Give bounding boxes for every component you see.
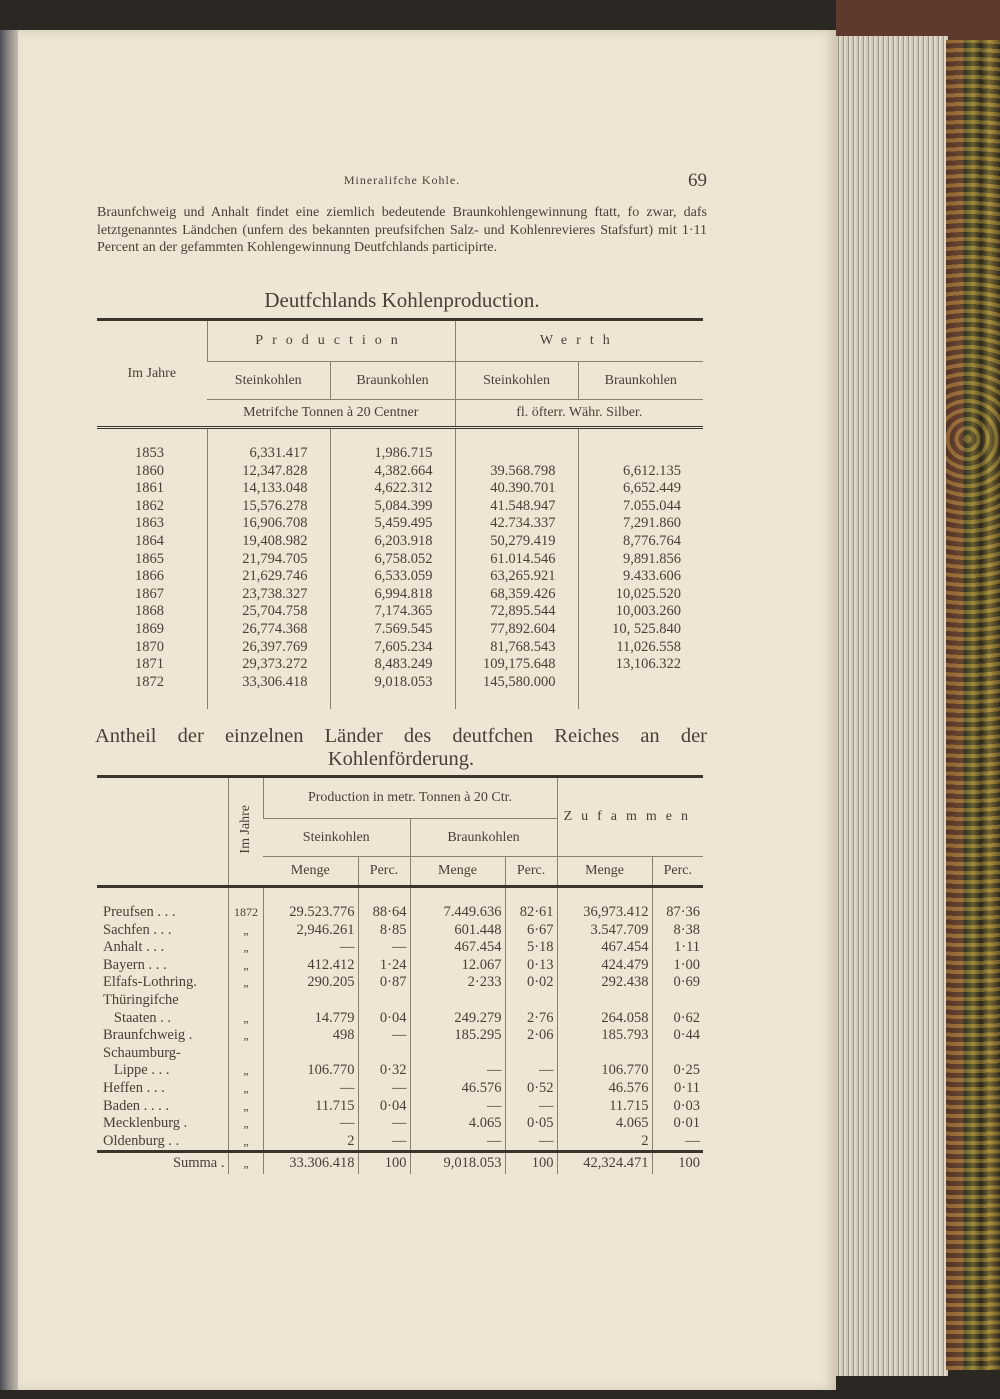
steinkohlen-menge-cell: 2,946.261 [263,922,358,940]
total-perc-cell: — [652,1133,703,1152]
sub-header: Steinkohlen [455,362,578,400]
year-cell: 1865 [135,550,164,567]
steinkohlen-werth-cell: 77,892.604 [455,621,578,639]
steinkohlen-menge-cell: 412.412 [263,957,358,975]
braunkohlen-production-cell: 1,986.715 [330,445,455,463]
braunkohlen-menge-cell: 7.449.636 [410,904,505,922]
total-menge-cell [557,992,652,1010]
table-row [97,1133,703,1152]
state-name-cell: Braunfchweig . [103,1027,193,1044]
total-menge-cell: 2 [557,1133,652,1152]
state-header-blank [97,777,228,887]
menge-header: Menge [410,857,505,887]
state-name-cell: Staaten . . [103,1009,172,1026]
unit-production: Metrifche Tonnen à 20 Centner [207,400,455,428]
braunkohlen-perc-total-cell: 100 [505,1152,557,1174]
steinkohlen-menge-cell: — [263,1080,358,1098]
zusammen-header: Zufammen [557,777,703,857]
braunkohlen-perc-cell: 0·13 [505,957,557,975]
werth-header: Werth [455,320,703,362]
braunkohlen-perc-cell: 0·52 [505,1080,557,1098]
braunkohlen-perc-cell: 0·05 [505,1115,557,1133]
braunkohlen-production-cell: 4,622.312 [330,480,455,498]
total-perc-cell: 8·38 [652,922,703,940]
state-name-cell: Thüringifche [103,992,179,1009]
book-cover-top [836,0,1000,40]
steinkohlen-perc-cell: 0·87 [358,974,410,992]
total-menge-cell: 264.058 [557,1010,652,1028]
body-paragraph: Braunfchweig und Anhalt findet eine ziemlich bedeutende Braunkohlengewinnung ftatt, fo zwar, dafs letztgenanntes Ländchen (unfern des bekannten preufsifchen Salz- und Kohlenrevieres Stafsfurt) mit 1·11 Percent an der gefammten Kohlengewinnung Deutfchlands participirte. [97,205,707,256]
state-name-cell: Heffen . . . [103,1080,165,1097]
year-cell: 1869 [135,621,164,638]
braunkohlen-werth-cell: 7.055.044 [578,498,703,516]
sub-header: Steinkohlen [263,819,410,857]
braunkohlen-menge-cell: 467.454 [410,939,505,957]
table-row [97,480,703,498]
year-cell: 1863 [135,515,164,532]
braunkohlen-production-cell: 6,203.918 [330,533,455,551]
year-cell: 1868 [135,603,164,620]
total-menge-cell: 106.770 [557,1062,652,1080]
total-menge-cell: 11.715 [557,1098,652,1116]
steinkohlen-menge-cell: — [263,1115,358,1133]
year-cell: 1871 [135,656,164,673]
steinkohlen-menge-cell: — [263,939,358,957]
braunkohlen-perc-cell: 2·76 [505,1010,557,1028]
total-menge-cell: 185.793 [557,1027,652,1045]
total-perc-cell: 0·69 [652,974,703,992]
braunkohlen-perc-cell: 5·18 [505,939,557,957]
table-row [97,1062,703,1080]
braunkohlen-perc-cell [505,1045,557,1063]
steinkohlen-production-cell: 23,738.327 [207,586,330,604]
total-menge-cell: 292.438 [557,974,652,992]
braunkohlen-werth-cell [578,674,703,692]
steinkohlen-production-cell: 29,373.272 [207,656,330,674]
perc-header: Perc. [652,857,703,887]
steinkohlen-perc-cell: 88·64 [358,904,410,922]
total-menge-cell: 36,973.412 [557,904,652,922]
steinkohlen-perc-total-cell: 100 [358,1152,410,1174]
total-menge-cell: 4.065 [557,1115,652,1133]
braunkohlen-production-cell: 7,605.234 [330,639,455,657]
table-row [97,922,703,940]
table-row [97,445,703,463]
steinkohlen-total-cell: 33.306.418 [263,1152,358,1174]
table-row [97,1115,703,1133]
steinkohlen-production-cell: 19,408.982 [207,533,330,551]
table-row [97,1152,703,1174]
total-perc-cell: 1·11 [652,939,703,957]
table-row [97,1027,703,1045]
year-cell: 1860 [135,462,164,479]
braunkohlen-perc-cell: 82·61 [505,904,557,922]
steinkohlen-perc-cell: 0·04 [358,1010,410,1028]
sub-header: Braunkohlen [330,362,455,400]
year-cell: 1872 [135,673,164,690]
steinkohlen-werth-cell: 39.568.798 [455,463,578,481]
table-row [97,551,703,569]
table-row [97,586,703,604]
braunkohlen-production-cell: 9,018.053 [330,674,455,692]
steinkohlen-perc-cell: — [358,1115,410,1133]
braunkohlen-menge-cell: 46.576 [410,1080,505,1098]
year-cell: 1864 [135,533,164,550]
state-share-table [97,775,703,1174]
table-row [97,603,703,621]
state-name-cell: Schaumburg- [103,1044,181,1061]
steinkohlen-perc-cell: 8·85 [358,922,410,940]
state-name-cell: Bayern . . . [103,956,167,973]
state-name-cell: Preufsen . . . [103,904,176,921]
steinkohlen-production-cell: 14,133.048 [207,480,330,498]
braunkohlen-perc-cell: 2·06 [505,1027,557,1045]
year-cell: „ [228,957,263,975]
table-row [97,498,703,516]
grand-total-cell: 42,324.471 [557,1152,652,1174]
table-row [97,533,703,551]
year-cell: 1867 [135,585,164,602]
steinkohlen-menge-cell: 14.779 [263,1010,358,1028]
state-name-cell: Anhalt . . . [103,939,165,956]
total-perc-cell [652,992,703,1010]
braunkohlen-menge-cell: 2·233 [410,974,505,992]
table-row [97,939,703,957]
perc-header: Perc. [358,857,410,887]
table-row [97,974,703,992]
steinkohlen-werth-cell: 42.734.337 [455,515,578,533]
year-cell: „ [228,974,263,992]
state-name-cell: Lippe . . . [103,1062,170,1079]
production-header: Production in metr. Tonnen à 20 Ctr. [263,777,557,819]
steinkohlen-production-cell: 16,906.708 [207,515,330,533]
table-row [97,904,703,922]
braunkohlen-werth-cell: 6,652.449 [578,480,703,498]
steinkohlen-production-cell: 12,347.828 [207,463,330,481]
table-row [97,674,703,692]
running-title: Mineralifche Kohle. [343,173,461,187]
table-row [97,1080,703,1098]
steinkohlen-production-cell: 26,397.769 [207,639,330,657]
total-menge-cell: 46.576 [557,1080,652,1098]
braunkohlen-werth-cell [578,445,703,463]
grand-perc-total-cell: 100 [652,1152,703,1174]
steinkohlen-production-cell: 26,774.368 [207,621,330,639]
steinkohlen-perc-cell: — [358,1133,410,1152]
braunkohlen-perc-cell: — [505,1098,557,1116]
steinkohlen-werth-cell: 50,279.419 [455,533,578,551]
steinkohlen-werth-cell: 40.390.701 [455,480,578,498]
braunkohlen-werth-cell: 10,003.260 [578,603,703,621]
total-perc-cell: 0·03 [652,1098,703,1116]
braunkohlen-production-cell: 7.569.545 [330,621,455,639]
braunkohlen-perc-cell [505,992,557,1010]
total-menge-cell: 3.547.709 [557,922,652,940]
braunkohlen-production-cell: 8,483.249 [330,656,455,674]
braunkohlen-production-cell: 6,994.818 [330,586,455,604]
steinkohlen-perc-cell: 0·04 [358,1098,410,1116]
table1-title: Deutfchlands Kohlenproduction. [264,288,540,312]
steinkohlen-production-cell: 15,576.278 [207,498,330,516]
total-perc-cell: 0·11 [652,1080,703,1098]
table-row [97,515,703,533]
braunkohlen-menge-cell: 4.065 [410,1115,505,1133]
steinkohlen-menge-cell [263,1045,358,1063]
steinkohlen-menge-cell: 11.715 [263,1098,358,1116]
braunkohlen-menge-cell: 12.067 [410,957,505,975]
total-perc-cell: 0·44 [652,1027,703,1045]
table2-title-line1: Antheil der einzelnen Länder des deutfchen Reiches an der [95,725,707,747]
braunkohlen-werth-cell: 9,891.856 [578,551,703,569]
table-row [97,1045,703,1063]
braunkohlen-werth-cell: 8,776.764 [578,533,703,551]
braunkohlen-production-cell: 6,533.059 [330,568,455,586]
year-cell: „ [228,1133,263,1152]
braunkohlen-werth-cell: 9.433.606 [578,568,703,586]
braunkohlen-werth-cell: 6,612.135 [578,463,703,481]
braunkohlen-perc-cell: — [505,1133,557,1152]
steinkohlen-menge-cell [263,992,358,1010]
steinkohlen-menge-cell: 2 [263,1133,358,1152]
steinkohlen-perc-cell: 1·24 [358,957,410,975]
year-cell: „ [228,1152,263,1174]
braunkohlen-perc-cell: 6·67 [505,922,557,940]
braunkohlen-werth-cell: 10, 525.840 [578,621,703,639]
steinkohlen-menge-cell: 106.770 [263,1062,358,1080]
table-row [97,463,703,481]
steinkohlen-production-cell: 21,629.746 [207,568,330,586]
braunkohlen-menge-cell: 601.448 [410,922,505,940]
state-name-cell: Mecklenburg . [103,1115,188,1132]
braunkohlen-menge-cell [410,1045,505,1063]
braunkohlen-werth-cell: 10,025.520 [578,586,703,604]
steinkohlen-werth-cell: 145,580.000 [455,674,578,692]
steinkohlen-menge-cell: 29.523.776 [263,904,358,922]
steinkohlen-menge-cell: 290.205 [263,974,358,992]
braunkohlen-production-cell: 5,459.495 [330,515,455,533]
braunkohlen-perc-cell: 0·02 [505,974,557,992]
steinkohlen-werth-cell: 61.014.546 [455,551,578,569]
braunkohlen-menge-cell: — [410,1133,505,1152]
braunkohlen-total-cell: 9,018.053 [410,1152,505,1174]
steinkohlen-production-cell: 33,306.418 [207,674,330,692]
braunkohlen-menge-cell: — [410,1098,505,1116]
braunkohlen-production-cell: 7,174.365 [330,603,455,621]
table-row [97,621,703,639]
total-menge-cell [557,1045,652,1063]
menge-header: Menge [557,857,652,887]
perc-header: Perc. [505,857,557,887]
steinkohlen-perc-cell: — [358,939,410,957]
sub-header: Braunkohlen [410,819,557,857]
steinkohlen-werth-cell: 72,895.544 [455,603,578,621]
steinkohlen-werth-cell: 63,265.921 [455,568,578,586]
table-row [97,1010,703,1028]
year-cell: „ [228,1027,263,1045]
unit-werth: fl. öfterr. Währ. Silber. [455,400,703,428]
steinkohlen-menge-cell: 498 [263,1027,358,1045]
steinkohlen-perc-cell [358,1045,410,1063]
table-row [97,1098,703,1116]
production-header: Production [207,320,455,362]
total-perc-cell: 0·01 [652,1115,703,1133]
year-cell [228,1045,263,1063]
total-menge-cell: 467.454 [557,939,652,957]
page-edges [836,36,948,1376]
steinkohlen-perc-cell: — [358,1027,410,1045]
steinkohlen-werth-cell: 68,359.426 [455,586,578,604]
year-cell: „ [228,939,263,957]
steinkohlen-werth-cell: 81,768.543 [455,639,578,657]
table-row [97,656,703,674]
year-cell: 1862 [135,497,164,514]
sub-header: Steinkohlen [207,362,330,400]
steinkohlen-perc-cell: — [358,1080,410,1098]
year-cell: „ [228,1080,263,1098]
braunkohlen-menge-cell: — [410,1062,505,1080]
state-name-cell: Baden . . . . [103,1097,170,1114]
year-cell: „ [228,1010,263,1028]
table-row [97,992,703,1010]
total-perc-cell: 87·36 [652,904,703,922]
year-cell: 1861 [135,480,164,497]
steinkohlen-production-cell: 25,704.758 [207,603,330,621]
steinkohlen-production-cell: 6,331.417 [207,445,330,463]
total-perc-cell: 0·25 [652,1062,703,1080]
braunkohlen-werth-cell: 11,026.558 [578,639,703,657]
table-row [97,957,703,975]
table-row [97,568,703,586]
year-cell: 1872 [228,904,263,922]
running-header [97,170,707,192]
state-name-cell: Sachfen . . . [103,921,172,938]
marbled-cover [946,40,1000,1370]
state-name-cell: Elfafs-Lothring. [103,974,197,991]
braunkohlen-production-cell: 6,758.052 [330,551,455,569]
state-name-cell: Oldenburg . . [103,1132,180,1149]
page-number: 69 [688,170,707,191]
total-perc-cell [652,1045,703,1063]
total-perc-cell: 0·62 [652,1010,703,1028]
year-cell: „ [228,922,263,940]
braunkohlen-menge-cell: 249.279 [410,1010,505,1028]
sub-header: Braunkohlen [578,362,703,400]
year-cell: „ [228,1062,263,1080]
steinkohlen-perc-cell [358,992,410,1010]
coal-production-table [97,318,703,709]
year-header-cell [228,777,263,887]
col-year-header: Im Jahre [237,804,253,854]
steinkohlen-perc-cell: 0·32 [358,1062,410,1080]
braunkohlen-menge-cell [410,992,505,1010]
braunkohlen-werth-cell: 13,106.322 [578,656,703,674]
year-cell: 1870 [135,638,164,655]
table2-title-line2: Kohlenförderung. [327,748,475,770]
steinkohlen-werth-cell [455,445,578,463]
table-row [97,639,703,657]
steinkohlen-werth-cell: 41.548.947 [455,498,578,516]
total-menge-cell: 424.479 [557,957,652,975]
summa-label-cell: Summa . [97,1152,228,1174]
year-cell: „ [228,1115,263,1133]
year-cell [228,992,263,1010]
braunkohlen-werth-cell: 7,291.860 [578,515,703,533]
braunkohlen-menge-cell: 185.295 [410,1027,505,1045]
braunkohlen-production-cell: 5,084.399 [330,498,455,516]
braunkohlen-production-cell: 4,382.664 [330,463,455,481]
year-cell: 1853 [135,445,164,462]
year-cell: „ [228,1098,263,1116]
braunkohlen-perc-cell: — [505,1062,557,1080]
steinkohlen-production-cell: 21,794.705 [207,551,330,569]
col-year-header: Im Jahre [97,320,207,428]
year-cell: 1866 [135,568,164,585]
total-perc-cell: 1·00 [652,957,703,975]
menge-header: Menge [263,857,358,887]
steinkohlen-werth-cell: 109,175.648 [455,656,578,674]
